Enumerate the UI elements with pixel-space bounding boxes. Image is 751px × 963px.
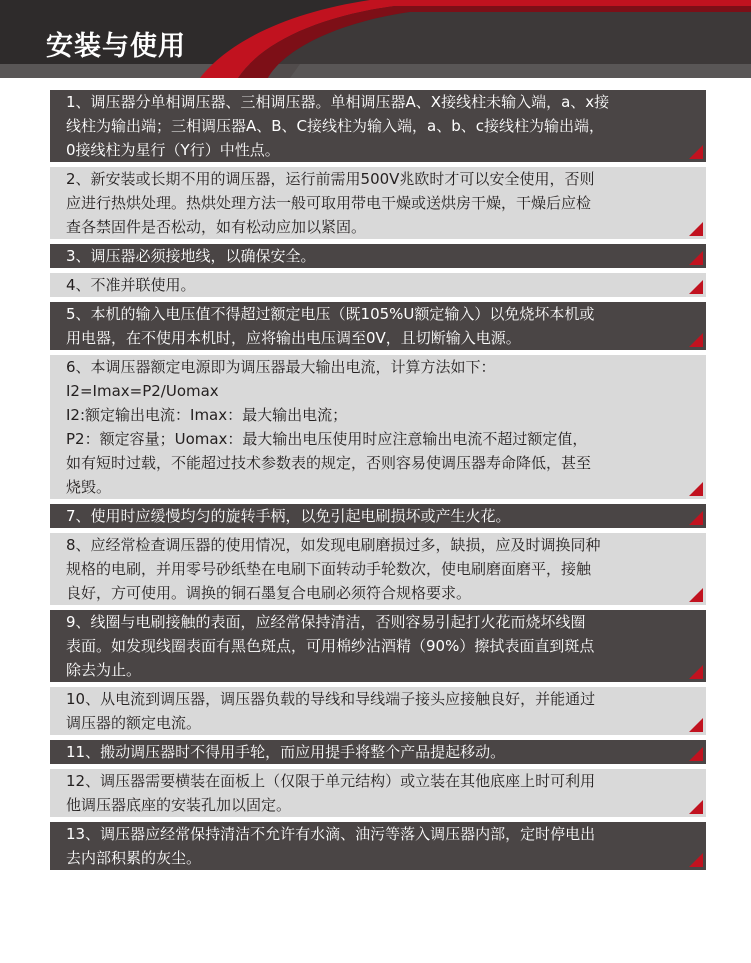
instruction-text-line: I2:额定输出电流：Imax：最大输出电流；: [66, 406, 348, 424]
corner-accent-icon: [689, 747, 703, 761]
instruction-text-line: 线柱为输出端；三相调压器A、B、C接线柱为输入端，a、b、c接线柱为输出端，: [66, 117, 604, 135]
corner-accent-icon: [689, 251, 703, 265]
instruction-text-line: 表面。如发现线圈表面有黑色斑点，可用棉纱沾酒精（90%）擦拭表面直到斑点: [66, 637, 595, 655]
instruction-item-7: [50, 504, 706, 528]
instruction-item-4: [50, 273, 706, 297]
corner-accent-icon: [689, 853, 703, 867]
instruction-item-1: [50, 90, 706, 162]
instruction-text-line: P2：额定容量；Uomax：最大输出电压使用时应注意输出电流不超过额定值，: [66, 430, 588, 448]
corner-accent-icon: [689, 333, 703, 347]
corner-accent-icon: [689, 145, 703, 159]
instruction-text-line: 9、线圈与电刷接触的表面，应经常保持清洁，否则容易引起打火花而烧坏线圈: [66, 613, 586, 631]
corner-accent-icon: [689, 280, 703, 294]
instruction-text-line: 10、从电流到调压器，调压器负载的导线和导线端子接头应接触良好，并能通过: [66, 690, 596, 708]
instruction-text-line: 4、不准并联使用。: [66, 276, 196, 294]
instruction-item-3: [50, 244, 706, 268]
instruction-text-line: 良好，方可使用。调换的铜石墨复合电刷必须符合规格要求。: [66, 584, 472, 602]
instruction-item-11: [50, 740, 706, 764]
instruction-text-line: 用电器，在不使用本机时，应将输出电压调至0V，且切断输入电源。: [66, 329, 521, 347]
instruction-item-5: [50, 302, 706, 350]
instruction-text-line: 去内部积累的灰尘。: [66, 849, 202, 867]
instruction-text-line: 11、搬动调压器时不得用手轮，而应用提手将整个产品提起移动。: [66, 743, 506, 761]
instruction-text-line: 12、调压器需要横装在面板上（仅限于单元结构）或立装在其他底座上时可利用: [66, 772, 596, 790]
instruction-item-10: [50, 687, 706, 735]
instruction-item-13: [50, 822, 706, 870]
instruction-text-line: 查各禁固件是否松动，如有松动应加以紧固。: [66, 218, 367, 236]
instruction-text-line: 2、新安装或长期不用的调压器，运行前需用500V兆欧时才可以安全使用，否则: [66, 170, 595, 188]
instruction-item-12: [50, 769, 706, 817]
instruction-text-line: 7、使用时应缓慢均匀的旋转手柄，以免引起电刷损坏或产生火花。: [66, 507, 511, 525]
corner-accent-icon: [689, 665, 703, 679]
corner-accent-icon: [689, 588, 703, 602]
instruction-text-line: 3、调压器必须接地线，以确保安全。: [66, 247, 316, 265]
instruction-text-line: 他调压器底座的安装孔加以固定。: [66, 796, 292, 814]
instruction-text-line: 13、调压器应经常保持清洁不允许有水滴、油污等落入调压器内部，定时停电出: [66, 825, 596, 843]
page-header: [0, 0, 751, 78]
instruction-text-line: 烧毁。: [66, 478, 112, 496]
page-title: 安装与使用: [46, 31, 186, 62]
instruction-text-line: 规格的电刷，并用零号砂纸垫在电刷下面转动手轮数次，使电刷磨面磨平，接触: [66, 560, 592, 578]
instruction-item-8: [50, 533, 706, 605]
instruction-text-line: 8、应经常检查调压器的使用情况，如发现电刷磨损过多，缺损，应及时调换同种: [66, 536, 601, 554]
instruction-text-line: 0接线柱为星行（Y行）中性点。: [66, 141, 280, 159]
instruction-text-line: I2=Imax=P2/Uomax: [66, 382, 219, 400]
instruction-item-2: [50, 167, 706, 239]
corner-accent-icon: [689, 718, 703, 732]
instruction-list: [50, 90, 706, 875]
corner-accent-icon: [689, 800, 703, 814]
instruction-text-line: 1、调压器分单相调压器、三相调压器。单相调压器A、X接线柱未输入端，a、x接: [66, 93, 610, 111]
corner-accent-icon: [689, 511, 703, 525]
corner-accent-icon: [689, 222, 703, 236]
instruction-text-line: 调压器的额定电流。: [66, 714, 202, 732]
instruction-text-line: 应进行热烘处理。热烘处理方法一般可取用带电干燥或送烘房干燥，干燥后应检: [66, 194, 592, 212]
instruction-item-6: [50, 355, 706, 499]
instruction-text-line: 5、本机的输入电压值不得超过额定电压（既105%U额定输入）以免烧坏本机或: [66, 305, 595, 323]
corner-accent-icon: [689, 482, 703, 496]
instruction-text-line: 如有短时过载，不能超过技术参数表的规定，否则容易使调压器寿命降低，甚至: [66, 454, 592, 472]
instruction-text-line: 除去为止。: [66, 661, 142, 679]
instruction-item-9: [50, 610, 706, 682]
instruction-text-line: 6、本调压器额定电源即为调压器最大输出电流，计算方法如下：: [66, 358, 496, 376]
